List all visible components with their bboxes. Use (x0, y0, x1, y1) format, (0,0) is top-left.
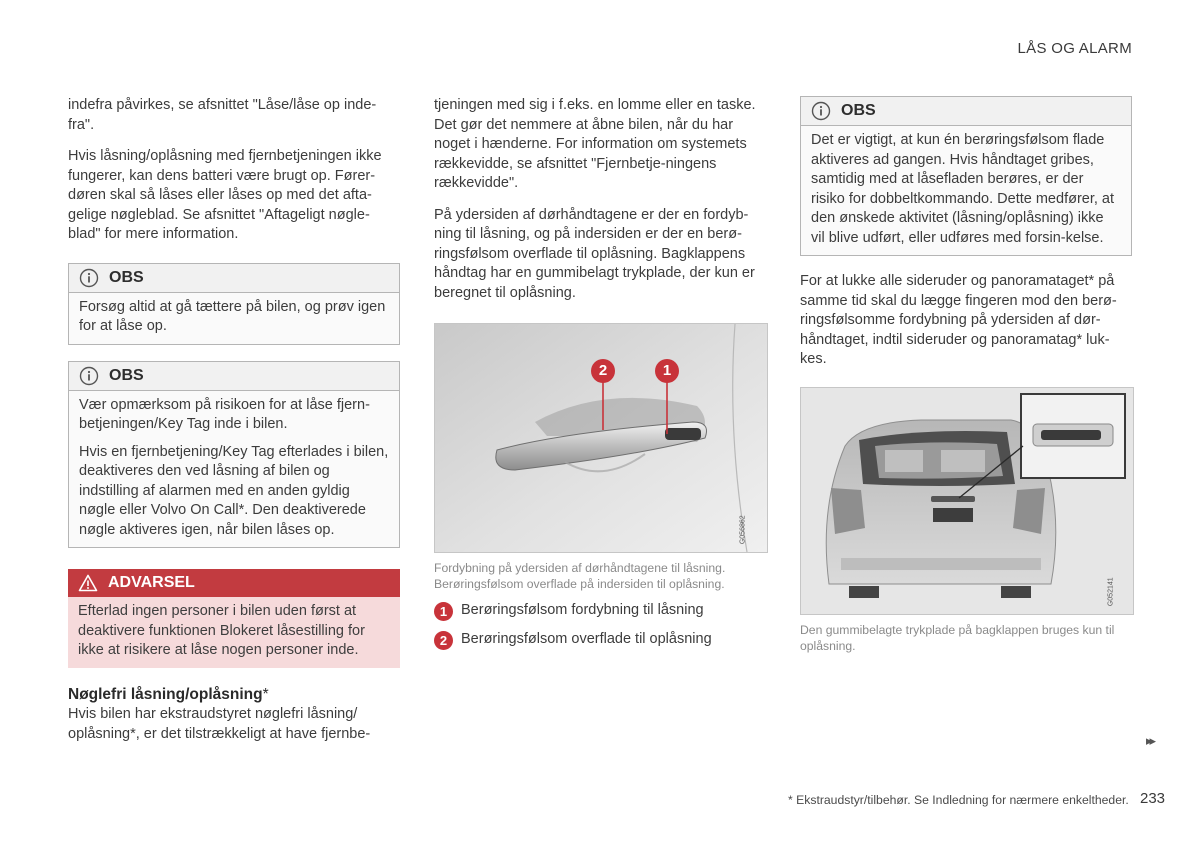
paragraph: På ydersiden af dørhåndtagene er der en fordyb-ning til låsning, og på indersiden er der en berø-ringsfølsom overflade til oplåsning. Bagklappens håndtag har en gummibelagt trykplade, der kun er beregnet til oplåsning. (434, 206, 755, 301)
column-right (800, 96, 1132, 654)
figure-caption: Fordybning på ydersiden af dørhåndtagene til låsning. Berøringsfølsom overflade på indersiden til oplåsning. (434, 561, 726, 591)
paragraph: indefra påvirkes, se afsnittet "Låse/låse op inde-fra". (68, 97, 377, 133)
subheading (68, 685, 400, 705)
note-body (69, 391, 399, 548)
note-box (68, 361, 400, 549)
warning-body (68, 597, 400, 668)
legend-item (434, 601, 768, 621)
legend-text: Berøringsfølsom fordybning til låsning (461, 602, 704, 618)
continue-marker: ▸▸ (1146, 733, 1154, 748)
callout-1: 1 (655, 359, 679, 383)
paragraph: Hvis bilen har ekstraudstyret nøglefri låsning/ oplåsning*, er det tilstrækkeligt at have fjernbe- (68, 706, 371, 742)
legend-item (434, 630, 768, 650)
note-body (69, 293, 399, 344)
warning-header (68, 569, 400, 597)
paragraph: For at lukke alle sideruder og panoramataget* på samme tid skal du lægge fingeren mod den berø-ringsfølsomme fordybning på ydersiden af dør-håndtaget, indtil sideruder og panoramatag* luk-kes. (800, 273, 1117, 367)
note-box (68, 263, 400, 345)
warning-title: ADVARSEL (108, 574, 195, 592)
subheading-text: Nøglefri låsning/oplåsning (68, 685, 263, 703)
paragraph: tjeningen med sig i f.eks. en lomme eller en taske. Det gør det nemmere at åbne bilen, når du har noget i hænderne. For information om systemets rækkevidde, se afsnittet "Fjernbetje-ningens rækkevidde". (434, 97, 756, 191)
note-title: OBS (109, 366, 144, 384)
note-body (801, 126, 1131, 255)
note-text: Forsøg altid at gå tættere på bilen, og prøv igen for at låse op. (79, 298, 386, 334)
legend-number: 2 (434, 631, 453, 650)
page-number: 233 (1140, 790, 1166, 807)
figure-code: G052141 (1107, 576, 1115, 606)
note-text: Det er vigtigt, at kun én berøringsfølsom flade aktiveres ad gangen. Hvis håndtaget gribes, samtidig med at låsefladen berøres, er der risiko for dobbeltkommando. Dette medfører, at den ønskede aktivitet (låsning/oplåsning) ikke vil blive udført, eller udføres med forsin-kelse. (811, 132, 1115, 246)
note-header (69, 362, 399, 391)
warning-box (68, 569, 400, 668)
note-text: Vær opmærksom på risikoen for at låse fjern-betjeningen/Key Tag inde i bilen. (79, 396, 370, 432)
note-header (69, 264, 399, 293)
note-header (801, 97, 1131, 126)
footnote: * Ekstraudstyr/tilbehør. Se Indledning for nærmere enkeltheder. (788, 793, 1129, 807)
note-box (800, 96, 1132, 256)
figure-caption: Den gummibelagte trykplade på bagklappen bruges kun til oplåsning. (800, 622, 1115, 653)
section-title: LÅS OG ALARM (1017, 40, 1132, 57)
note-text: Hvis en fjernbetjening/Key Tag efterlades i bilen, deaktiveres den ved låsning af bilen og indstilling af alarmen med en anden gyldig nøgle eller Volvo On Call*. Den deaktiverede nøgle aktiveres igen, når bilen låses op. (79, 443, 389, 538)
paragraph: Hvis låsning/oplåsning med fjernbetjeningen ikke fungerer, kan dens batteri være brugt op. Fører-døren skal så låses eller låses op med det afta-gelige nøgleblad. Se afsnittet "Aftageligt nøgle-blad" for mere information. (68, 148, 382, 242)
optional-marker: * (262, 685, 269, 703)
note-title: OBS (841, 102, 876, 120)
door-handle-illustration (434, 323, 768, 553)
info-icon (79, 366, 99, 386)
warning-text: Efterlad ingen personer i bilen uden først at deaktivere funktionen Blokeret låsestilling for ikke at risikere at låse nogen personer inde. (78, 603, 365, 658)
legend-text: Berøringsfølsom overflade til oplåsning (461, 631, 712, 647)
warning-triangle-icon (78, 574, 98, 592)
callout-2: 2 (591, 359, 615, 383)
tailgate-illustration (800, 387, 1134, 615)
info-icon (811, 101, 831, 121)
info-icon (79, 268, 99, 288)
legend-number: 1 (434, 602, 453, 621)
column-middle (434, 96, 768, 650)
figure-code: G056862 (739, 515, 747, 545)
column-left (68, 96, 400, 756)
note-title: OBS (109, 268, 144, 286)
tailgate-image (801, 388, 1133, 614)
